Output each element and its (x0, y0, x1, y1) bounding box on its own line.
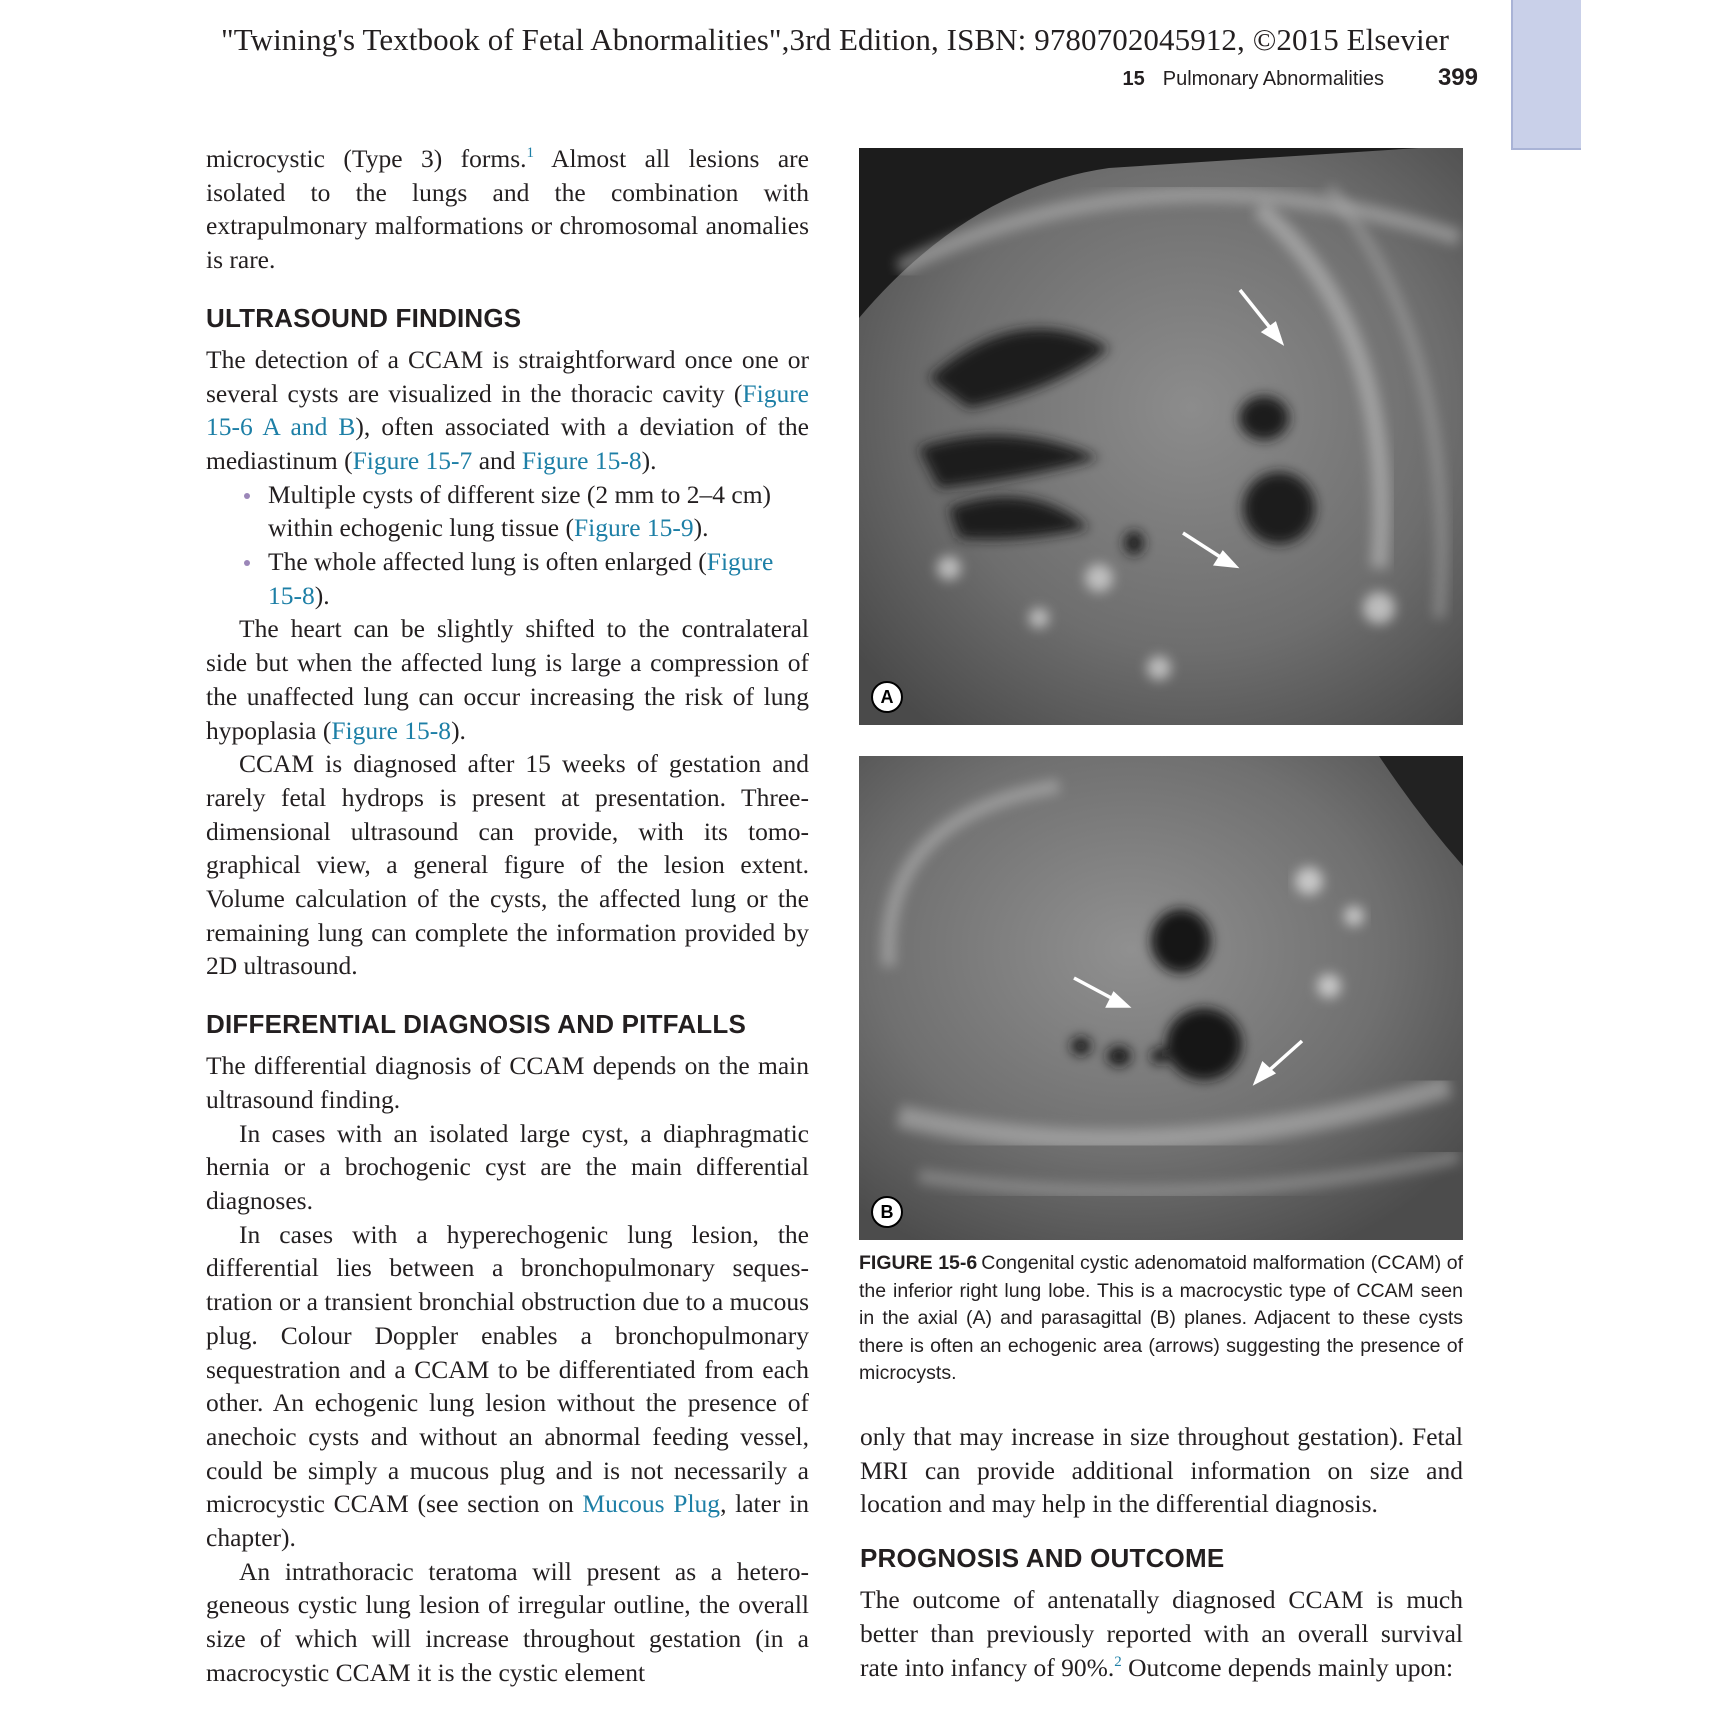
ultrasound-image-a (859, 148, 1463, 725)
heading-prognosis-outcome: PROGNOSIS AND OUTCOME (860, 1543, 1225, 1574)
differential-paragraph-1: The differential diagnosis of CCAM depends on the main ultrasound finding. (206, 1051, 809, 1114)
ultrasound-paragraph-3: CCAM is diagnosed after 15 weeks of gestation and rarely fetal hydrops is present at presentation. Three-dimensional ultrasound can provide, with its tomographical view, a general figure of the lesion extent. Volume calculation of the cysts, the affected lung or the remaining lung can complete the information provided by 2D ultrasound. (206, 749, 809, 981)
ultrasound-scan-a (859, 148, 1463, 725)
prognosis-paragraph-1: The outcome of antenatally diagnosed CCAM is much better than previously reported with an overall survival rate into infancy of 90%.$^2$ Outcome depends mainly upon: (860, 1585, 1463, 1682)
left-column (206, 142, 809, 1690)
ultrasound-paragraph-1: The detection of a CCAM is straightforward once one or several cysts are visualized in the thoracic cavity (Figure 15-6 A and B), often associated with a deviation of the mediastinum (Figure 15-7 and Figure 15-8). (206, 344, 809, 475)
ultrasound-scan-b (859, 756, 1463, 1240)
list-item: Multiple cysts of different size (2 mm to 2–4 cm) within echogenic lung tissue (Figure 15-9). (240, 478, 809, 545)
ultrasound-paragraph-2: The heart can be slightly shifted to the contralateral side but when the affected lung is large a compression of the unaffected lung can occur increasing the risk of lung hypoplasia (Figure 15-8). (206, 614, 809, 745)
panel-label-a: A (871, 681, 903, 713)
link-figure-15-9[interactable]: Figure 15-9 (573, 513, 694, 543)
heading-ultrasound-findings: ULTRASOUND FINDINGS (206, 302, 522, 333)
figure-number: FIGURE 15-6 (859, 1252, 978, 1274)
findings-list (206, 478, 809, 613)
panel-label-b: B (871, 1196, 903, 1228)
page-number: 399 (1437, 64, 1478, 91)
book-title: "Twining's Textbook of Fetal Abnormalities",3rd Edition, ISBN: 9780702045912, ©2015 Elsevier (220, 22, 1450, 57)
ultrasound-image-b (859, 756, 1463, 1240)
reference-2[interactable]: 2 (1114, 1653, 1122, 1670)
differential-paragraph-2: In cases with an isolated large cyst, a diaphragmatic hernia or a brochogenic cyst are the main differential diagnoses. (206, 1118, 809, 1215)
intro-paragraph: microcystic (Type 3) forms.$^1$ Almost all lesions are isolated to the lungs and the combination with extrapulmonary malformations or chromosomal anomalies is rare. (206, 144, 809, 275)
right-column (860, 1420, 1463, 1684)
heading-differential-diagnosis: DIFFERENTIAL DIAGNOSIS AND PITFALLS (206, 1009, 747, 1040)
link-figure-15-7[interactable]: Figure 15-7 (352, 445, 473, 475)
link-figure-15-6[interactable]: Figure 15-6 A and B (206, 378, 809, 442)
differential-paragraph-3: In cases with a hyperechogenic lung lesion, the differential lies between a bronchopulmonary sequestration or a transient bronchial obstruction due to a mucous plug. Colour Doppler enables a bronchopulmonary sequestration and a CCAM to be differentiated from each other. An echogenic lung lesion without the presence of anechoic cysts and without an abnormal feeding vessel, could be simply a mucous plug and is not necessarily a microcystic CCAM (see section on Mucous Plug, later in chapter). (206, 1219, 809, 1553)
link-figure-15-8[interactable]: Figure 15-8 (268, 547, 774, 610)
link-figure-15-8[interactable]: Figure 15-8 (331, 715, 452, 745)
figure-caption-text: Congenital cystic adenomatoid malformation (CCAM) of the inferior right lung lobe. This is a macrocystic type of CCAM seen in the axial (A) and parasagittal (B) planes. Adjacent to these cysts there is often an echogenic area (arrows) suggesting the presence of microcysts. (859, 1252, 1463, 1384)
link-figure-15-8[interactable]: Figure 15-8 (521, 445, 642, 475)
chapter-title: Pulmonary Abnormalities (1162, 68, 1384, 90)
figure-caption (859, 1250, 1463, 1388)
differential-paragraph-4: An intrathoracic teratoma will present as a heterogeneous cystic lung lesion of irregular outline, the overall size of which will increase throughout gestation (in a macrocystic CCAM it is the cystic element (206, 1556, 809, 1687)
chapter-number: 15 (1122, 68, 1145, 90)
reference-1[interactable]: 1 (526, 145, 535, 161)
continuation-paragraph: only that may increase in size throughout gestation). Fetal MRI can provide additional information on size and location and may help in the differential diagnosis. (860, 1422, 1463, 1519)
list-item: The whole affected lung is often enlarged (Figure 15-8). (240, 545, 809, 612)
page-edge-tab (1511, 0, 1581, 150)
link-mucous-plug[interactable]: Mucous Plug (582, 1489, 721, 1519)
running-head (1122, 64, 1478, 92)
